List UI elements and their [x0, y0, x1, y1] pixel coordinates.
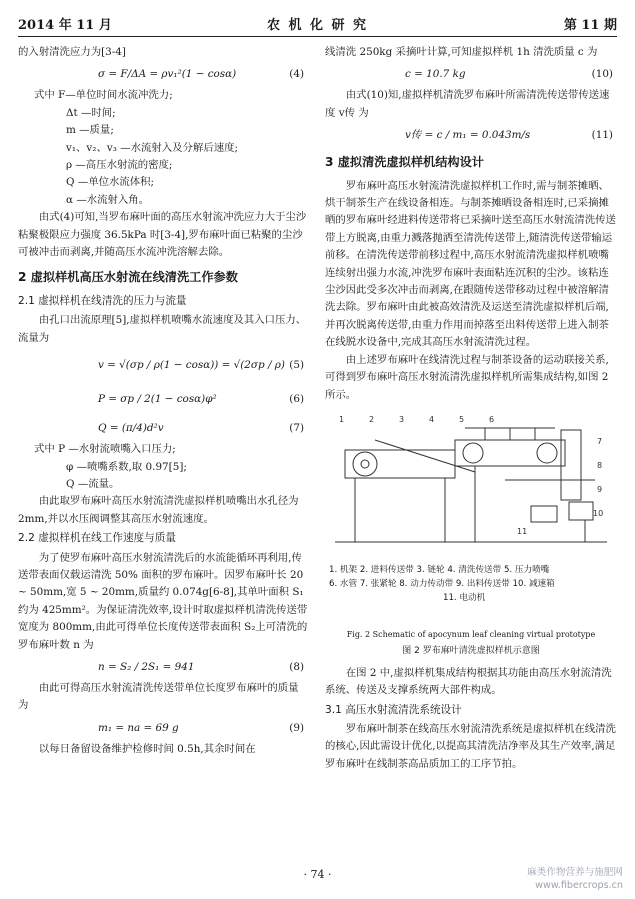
equation-number: (10) [591, 68, 613, 81]
callout-label: 5 [459, 414, 465, 424]
paragraph: 由式(4)可知,当罗布麻叶面的高压水射流冲洗应力大于尘沙粘聚极限应力强度 36.5kPa 时[3-4],罗布麻叶面已粘聚的尘沙可被冲击而剥离,并随高压水流冲洗溶解去除。 [18, 211, 307, 259]
electric-motor [531, 506, 557, 522]
equation-number: (4) [289, 68, 304, 81]
equation-9 [18, 717, 308, 739]
paragraph: 线清洗 250kg 采摘叶计算,可知虚拟样机 1h 清洗质量 c 为 [325, 46, 598, 58]
feed-belt [375, 440, 475, 472]
intro-text: 的入射清洗应力为[3-4] [18, 46, 126, 58]
callout-label: 1 [339, 414, 345, 424]
equation-number: (5) [289, 359, 304, 372]
equation-formula: c = 10.7 kg [405, 68, 466, 81]
watermark-title: 麻类作物营养与施肥网 [527, 867, 623, 878]
equation-4 [18, 63, 308, 85]
running-header [18, 14, 617, 34]
figure-legend-row: 11. 电动机 [443, 592, 486, 603]
figure-caption-cn: 图 2 罗布麻叶清洗虚拟样机示意图 [402, 646, 540, 657]
variable-list-2 [18, 441, 308, 493]
equation-formula: Q = (π/4)d²v [98, 422, 164, 435]
paragraph: 以每日备留设备维护检修时间 0.5h,其余时间在 [38, 742, 256, 755]
drive-wheel [537, 443, 557, 463]
equation-number: (8) [289, 660, 304, 673]
equation-number: (7) [289, 422, 304, 435]
equation-number: (11) [591, 129, 613, 142]
header-rule [18, 36, 617, 37]
paragraph: 由此取罗布麻叶高压水射流清洗虚拟样机喷嘴出水孔径为 2mm,并以水压阀调整其高压水射流速度。 [18, 495, 299, 525]
callout-label: 2 [369, 414, 375, 424]
callout-label: 11 [517, 526, 528, 536]
paragraph: 罗布麻叶高压水射流清洗虚拟样机工作时,需与制茶摊晒、烘干制茶生产在线设备相连。与制茶摊晒设备相连时,已采摘摊晒的罗布麻叶经进料传送带将已采摘叶送至高压水射流清洗传送带上方脱离,由重力溅落抛洒至清洗传送带上,随清洗传送带输运前移。在清洗传送带前移过程中,高压水射流清洗虚拟样机喷嘴连续射出强力水流,冲洗罗布麻叶表面粘连沉积的尘沙。该粘连尘沙因此受多次冲击而剥离,在跟随传送带移动过程中被溶解清洗去除。罗布麻叶由此被高效清洗及运送至清洗虚拟样机后端,并再次脱离传送带,由重力作用而掉落至出料传送带上进入制茶在线脱水设备中,完成其高压水射流清洗过程。 [325, 179, 616, 349]
reducer-box [569, 502, 593, 520]
paragraph: 由此可得高压水射流清洗传送带单位长度罗布麻叶的质量为 [18, 681, 299, 712]
issue-number: 第 11 期 [563, 18, 617, 33]
section-heading-2: 2 虚拟样机高压水射流在线清洗工作参数 [18, 270, 238, 285]
variable-item: ρ —高压水射流的密度; [66, 159, 173, 172]
sprocket-hub [361, 460, 369, 468]
paragraph: 由上述罗布麻叶在线清洗过程与制茶设备的运动联接关系,可得到罗布麻叶高压水射流清洗虚拟样机所需集成结构,如图 2 所示。 [325, 353, 609, 401]
variable-item: Q —流量。 [66, 477, 120, 490]
callout-numbers [339, 415, 603, 536]
equation-number: (9) [289, 721, 304, 734]
equation-number: (6) [289, 393, 304, 406]
subsection-heading-2-2: 2.2 虚拟样机在线工作速度与质量 [18, 532, 176, 545]
figure-legend-row: 1. 机架 2. 进料传送带 3. 链轮 4. 清洗传送带 5. 压力喷嘴 [329, 564, 550, 575]
equation-8 [18, 656, 308, 678]
equation-formula: m₁ = na = 69 g [98, 721, 179, 734]
equation-7 [18, 417, 308, 439]
figure-caption-en: Fig. 2 Schematic of apocynum leaf cleaning virtual prototype [346, 629, 596, 639]
equation-6 [18, 383, 308, 415]
subsection-heading-3-1: 3.1 高压水射流清洗系统设计 [325, 703, 462, 716]
equation-formula: n = S₂ / 2S₁ = 941 [98, 660, 195, 673]
variable-item: 式中 F—单位时间水流冲洗力; [34, 89, 173, 102]
paragraph: 为了使罗布麻叶高压水射流清洗后的水流能循环再利用,传送带表面仅载运清洗 50% 面积的罗布麻叶。因罗布麻叶长 20 ~ 50mm,宽 5 ~ 20mm,质量约 0.074g[6-8],其单叶面积 S₁约为 425mm²。为保证清洗效率,设计时取虚拟样机清洗传送带宽度为 800mm,由此可得单位长度传送带表面积 S₂上可清洗的罗布麻叶数 n 为 [18, 551, 308, 651]
variable-item: m —质量; [66, 124, 114, 137]
variable-item: φ —喷嘴系数,取 0.97[5]; [66, 460, 187, 473]
variable-item: v₁、v₂、v₃ —水流射入及分解后速度; [66, 141, 238, 154]
left-column [18, 44, 308, 758]
paragraph: 由式(10)知,虚拟样机清洗罗布麻叶所需清洗传送带传送速度 v传 为 [325, 89, 610, 119]
variable-list-1 [18, 87, 308, 209]
callout-label: 9 [597, 484, 603, 494]
equation-formula: v传 = c / m₁ = 0.043m/s [405, 129, 531, 142]
equation-11 [325, 124, 617, 146]
cleaning-conveyor-frame [455, 440, 565, 466]
issue-date: 2014 年 11 月 [18, 18, 112, 33]
variable-item: Q —单位水流体积; [66, 176, 155, 189]
journal-title: 农 机 化 研 究 [266, 18, 369, 33]
variable-item: Δt —时间; [66, 106, 116, 119]
paragraph: 在图 2 中,虚拟样机集成结构根据其功能由高压水射流清洗系统、传送及支撑系统两大部件构成。 [325, 666, 612, 697]
variable-item: 式中 P —水射流喷嘴入口压力; [34, 443, 176, 456]
equation-10 [325, 63, 617, 85]
equation-5 [18, 349, 308, 381]
callout-label: 7 [597, 436, 603, 446]
equation-formula: v = √(σp / ρ(1 − cosα)) = √(2σp / ρ) [98, 359, 285, 372]
paragraph: 由孔口出流原理[5],虚拟样机喷嘴水流速度及其入口压力、流量为 [18, 314, 307, 344]
section-heading-3: 3 虚拟清洗虚拟样机结构设计 [325, 155, 484, 170]
variable-item: α —水流射入角。 [66, 193, 150, 206]
equation-formula: P = σp / 2(1 − cosα)φ² [98, 393, 217, 406]
watermark-url: www.fibercrops.cn [535, 880, 623, 891]
page-number: · 74 · [303, 868, 332, 881]
machine-schematic [325, 410, 617, 560]
sprocket [353, 452, 377, 476]
equation-formula: σ = F/ΔA = ρv₁²(1 − cosα) [98, 68, 237, 81]
idler-wheel [463, 443, 483, 463]
callout-label: 6 [489, 414, 495, 424]
callout-label: 8 [597, 460, 603, 470]
figure-2 [325, 410, 617, 626]
paragraph: 罗布麻叶制茶在线高压水射流清洗系统是虚拟样机在线清洗的核心,因此需设计优化,以提高其清洗洁净率及其生产效率,满足罗布麻叶在线制茶高品质加工的工序节拍。 [325, 722, 616, 770]
callout-label: 3 [399, 414, 405, 424]
callout-label: 4 [429, 414, 435, 424]
figure-legend-row: 6. 水管 7. 张紧轮 8. 动力传动带 9. 出料传送带 10. 减速箱 [329, 578, 555, 589]
subsection-heading-2-1: 2.1 虚拟样机在线清洗的压力与流量 [18, 294, 187, 307]
right-column [325, 44, 617, 773]
callout-label: 10 [593, 508, 604, 518]
watermark [527, 866, 623, 892]
